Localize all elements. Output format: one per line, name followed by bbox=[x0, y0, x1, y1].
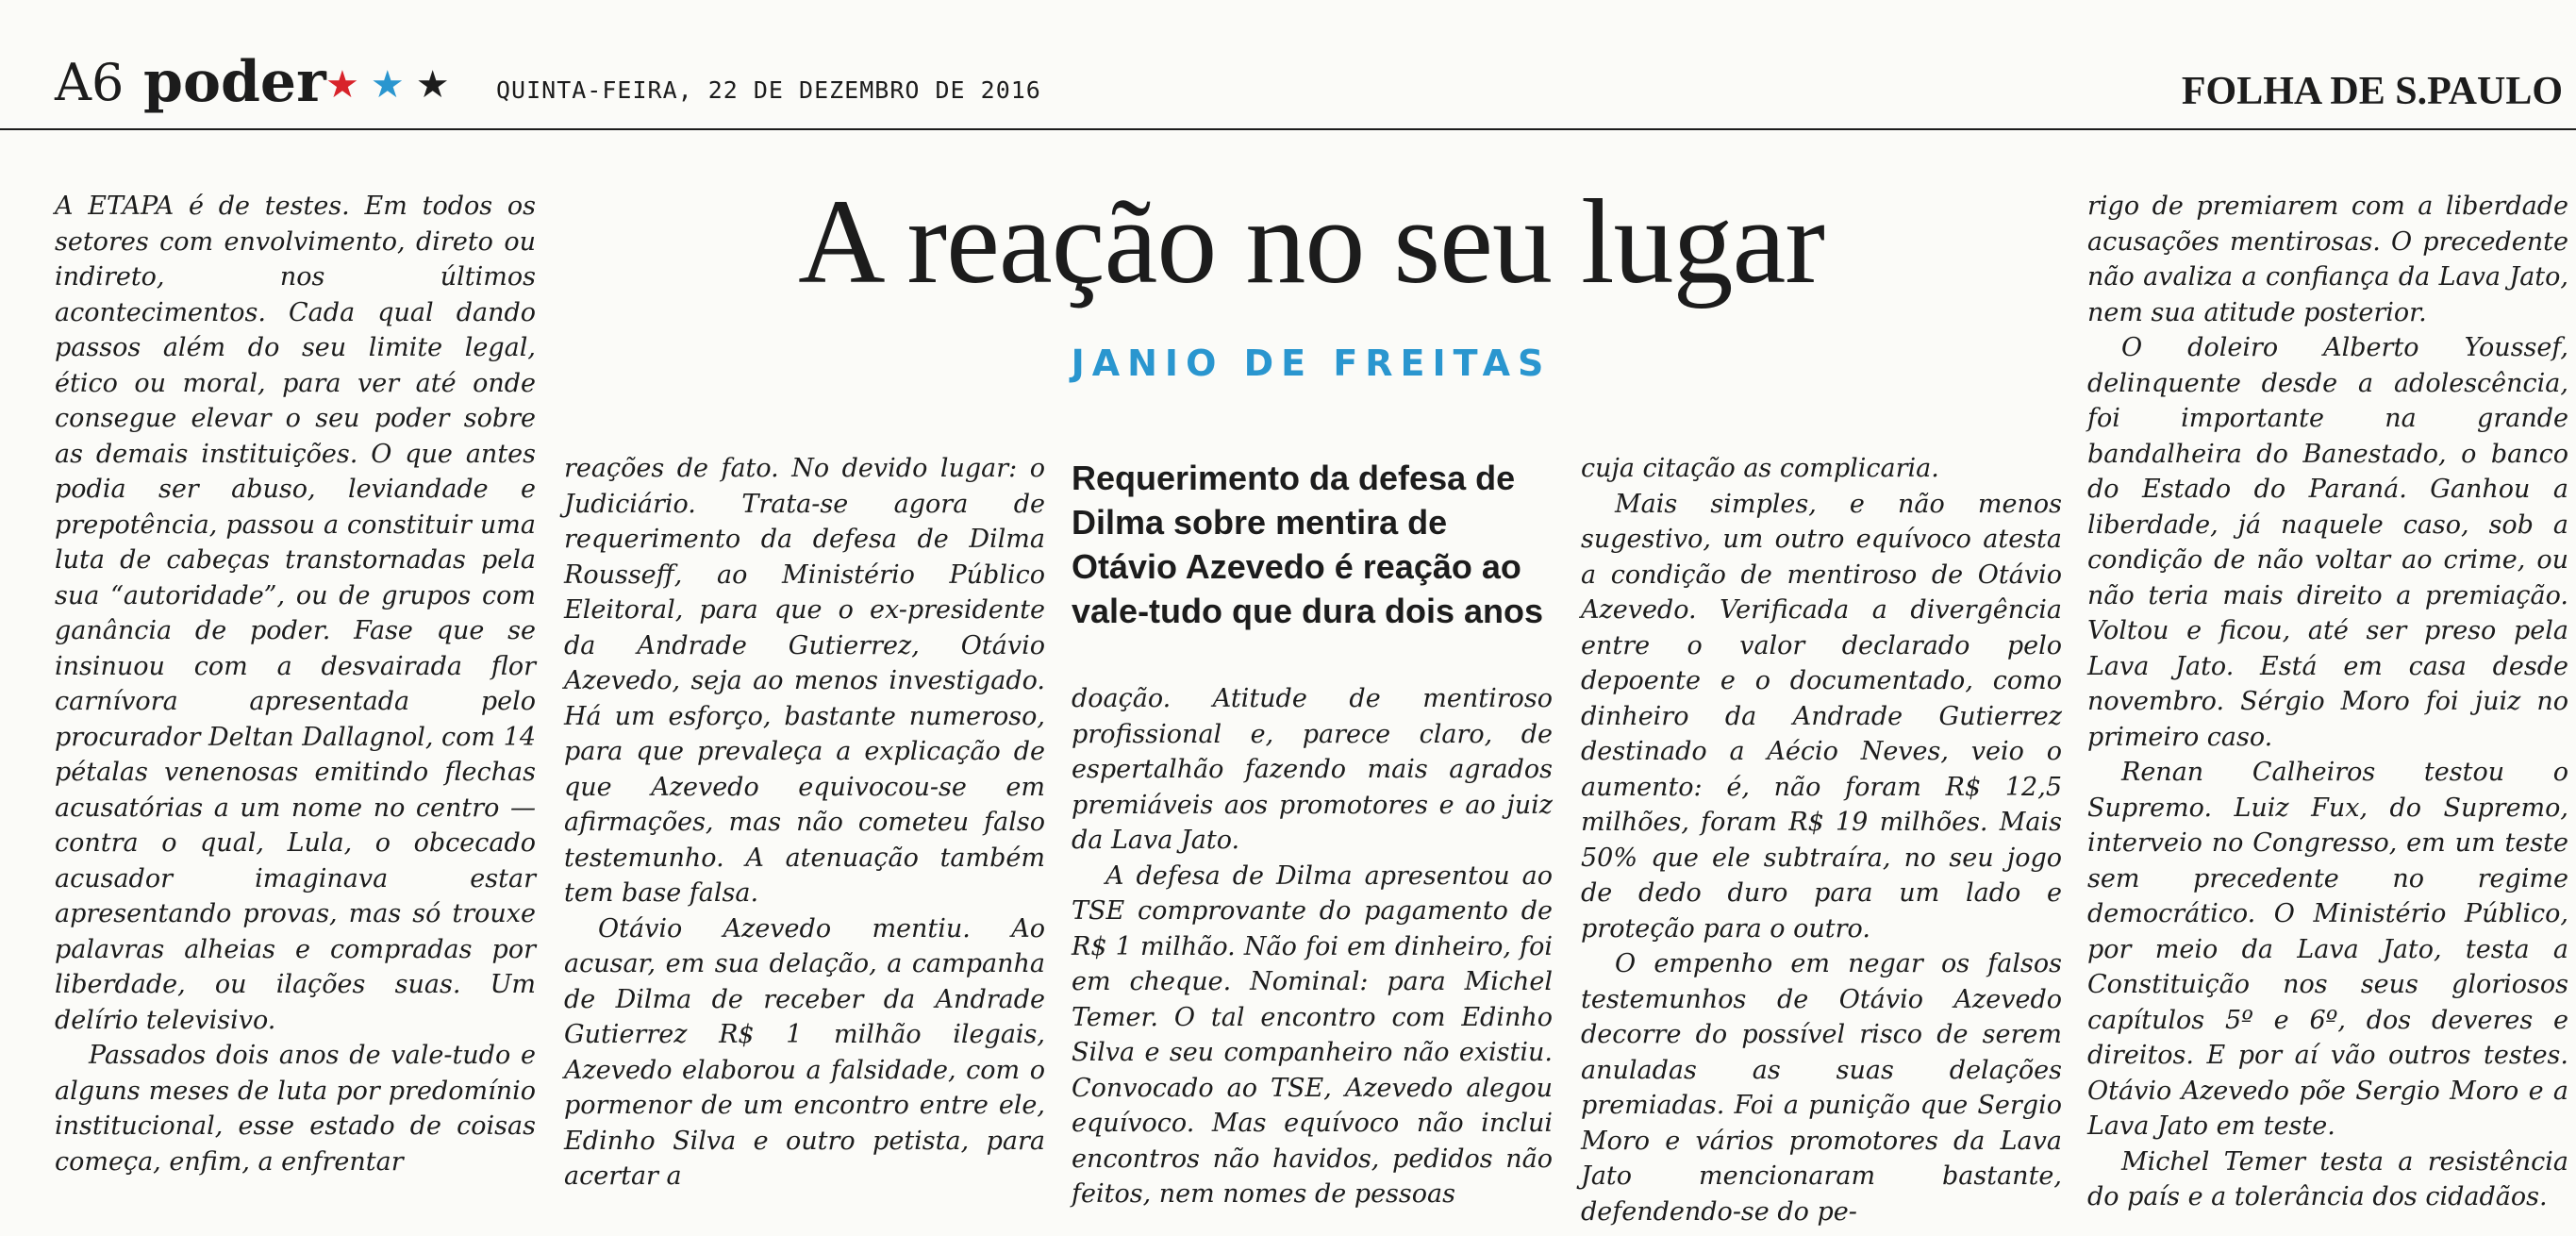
paragraph: reações de fato. No devido lugar: o Judiciário. Trata-se agora de requerimento da defesa de Dilma Rousseff, ao Ministério Público Eleitoral, para que o ex-presidente da Andrade Gutierrez, Otávio Azevedo, seja ao menos investigado. Há um esforço, bastante numeroso, para que prevaleça a explicação de que Azevedo equivocou-se em afirmações, mas não cometeu falso testemunho. A atenuação também tem base falsa. bbox=[564, 454, 1045, 908]
paragraph: Otávio Azevedo mentiu. Ao acusar, em sua delação, a campanha de Dilma de receber da Andrade Gutierrez R$ 1 milhão ilegais, Azevedo elaborou a falsidade, com o pormenor de um encontro entre ele, Edinho Silva e outro petista, para acertar a bbox=[564, 913, 1045, 1191]
paragraph: rigo de premiarem com a liberdade acusações mentirosas. O precedente não avaliza a confiança da Lava Jato, nem sua atitude posterior. bbox=[2087, 192, 2568, 327]
article-column-4 bbox=[1581, 451, 2062, 1229]
article-column-5 bbox=[2087, 189, 2568, 1215]
paragraph: doação. Atitude de mentiroso profissional e, parece claro, de espertalhão fazendo mais agrados premiáveis aos promotores e ao juiz da Lava Jato. bbox=[1072, 684, 1553, 855]
article-byline: JANIO DE FREITAS bbox=[1071, 342, 1552, 384]
paragraph: A ETAPA é de testes. Em todos os setores com envolvimento, direto ou indireto, nos últimos acontecimentos. Cada qual dando passos além do seu limite legal, ético ou moral, para ver até onde consegue elevar o seu poder sobre as demais instituições. O que antes podia ser abuso, leviandade e prepotência, passou a constituir uma luta de cabeças transtornadas pela sua “autoridade”, ou de grupos com ganância de poder. Fase que se insinuou com a desvairada flor carnívora apresentada pelo procurador Deltan Dallagnol, com 14 pétalas venenosas emitindo flechas acusatórias a um nome no centro —contra o qual, Lula, o obcecado acusador imaginava estar apresentando provas, mas só trouxe palavras alheias e compradas por liberdade, ou ilações suas. Um delírio televisivo. bbox=[55, 192, 536, 1035]
article-deck: Requerimento da defesa de Dilma sobre mentira de Otávio Azevedo é reação ao vale-tudo que dura dois anos bbox=[1072, 459, 1544, 630]
header-rule bbox=[0, 128, 2576, 130]
paragraph: cuja citação as complicaria. bbox=[1581, 454, 1939, 483]
star-icon-3: ★ bbox=[415, 63, 461, 107]
article-column-1 bbox=[55, 189, 536, 1179]
paragraph: Michel Temer testa a resistência do país e a tolerância dos cidadãos. bbox=[2087, 1146, 2568, 1211]
paragraph: A defesa de Dilma apresentou ao TSE comprovante do pagamento de R$ 1 milhão. Não foi em dinheiro, foi em cheque. Nominal: para Michel Temer. O tal encontro com Edinho Silva e seu companheiro não existiu. Convocado ao TSE, Azevedo alegou equívoco. Mas equívoco não inclui encontros não havidos, pedidos não feitos, nem nomes de pessoas bbox=[1072, 860, 1553, 1209]
paragraph: Mais simples, e não menos sugestivo, um outro equívoco atesta a condição de mentiroso de Otávio Azevedo. Verificada a divergência entre o valor declarado pelo depoente e o documentado, como dinheiro da Andrade Gutierrez destinado a Aécio Neves, veio o aumento: é, não foram R$ 12,5 milhões, foram R$ 19 milhões. Mais 50% que ele subtraíra, no seu jogo de dedo duro para um lado e proteção para o outro. bbox=[1581, 489, 2062, 944]
paragraph: O doleiro Alberto Youssef, delinquente desde a adolescência, foi importante na grande bandalheira do Banestado, o banco do Estado do Paraná. Ganhou a liberdade, já naquele caso, sob a condição de não voltar ao crime, ou não teria mais direito a premiação. Voltou e ficou, até ser preso pela Lava Jato. Está em casa desde novembro. Sérgio Moro foi juiz no primeiro caso. bbox=[2087, 333, 2568, 752]
article-headline: A reação no seu lugar bbox=[798, 175, 1824, 309]
paragraph: Renan Calheiros testou o Supremo. Luiz Fux, do Supremo, interveio no Congresso, em um teste sem precedente no regime democrático. O Ministério Público, por meio da Lava Jato, testa a Constituição nos seus gloriosos capítulos 5º e 6º, dos deveres e direitos. E por aí vão outros testes. Otávio Azevedo põe Sergio Moro e a Lava Jato em teste. bbox=[2087, 758, 2568, 1141]
section-stars bbox=[325, 62, 461, 108]
edition-date: QUINTA-FEIRA, 22 DE DEZEMBRO DE 2016 bbox=[496, 76, 1041, 104]
star-icon-1: ★ bbox=[325, 63, 371, 107]
article-column-3 bbox=[1072, 681, 1553, 1212]
page-number: A6 bbox=[55, 53, 125, 112]
article-column-2 bbox=[564, 451, 1045, 1194]
star-icon-2: ★ bbox=[370, 63, 416, 107]
paragraph: O empenho em negar os falsos testemunhos de Otávio Azevedo decorre do possível risco de serem anuladas as suas delações premiadas. Foi a punição que Sergio Moro e vários promotores da Lava Jato mencionaram bastante, defendendo-se do pe- bbox=[1581, 949, 2062, 1227]
paragraph: Passados dois anos de vale-tudo e alguns meses de luta por predomínio institucional, esse estado de coisas começa, enfim, a enfrentar bbox=[55, 1041, 536, 1177]
section-title: poder bbox=[143, 49, 326, 115]
newspaper-masthead: FOLHA DE S.PAULO bbox=[2181, 70, 2563, 113]
page-header bbox=[0, 0, 2576, 179]
